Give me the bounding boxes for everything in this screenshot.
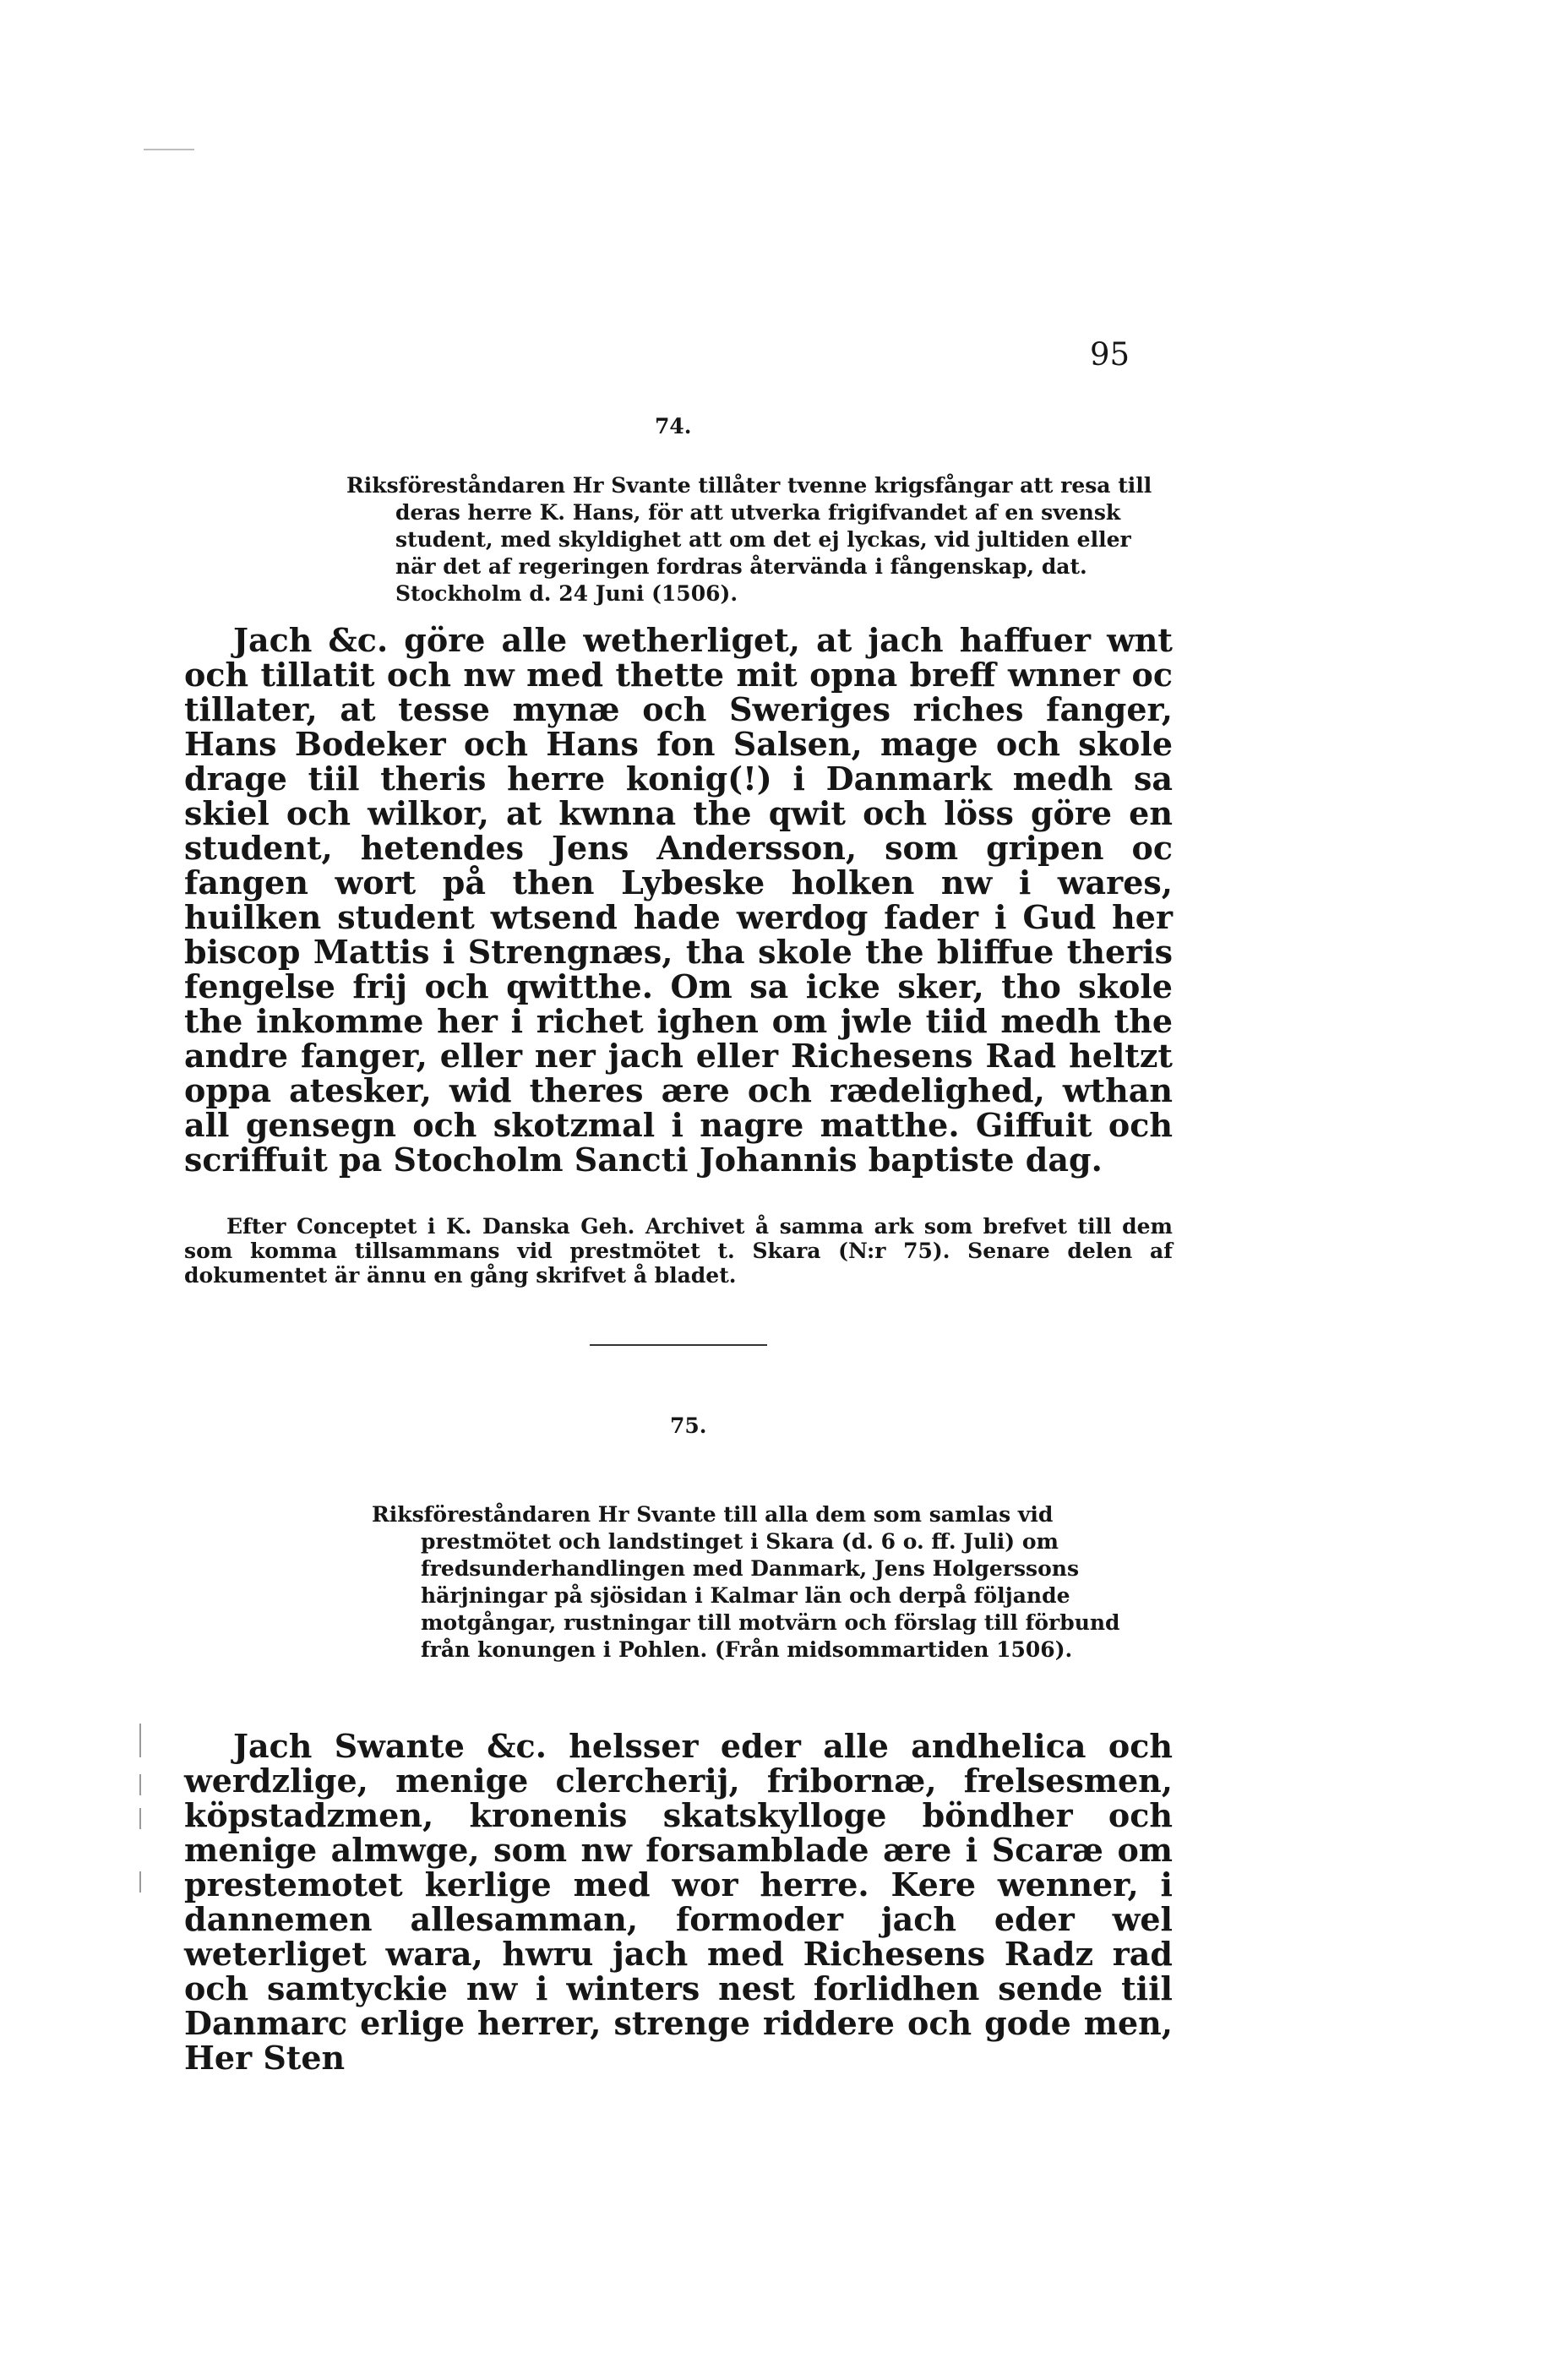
margin-mark [139,1871,141,1893]
scan-artifact-mark [144,149,194,150]
document-body [184,623,1173,1177]
note-text: Efter Conceptet i K. Danska Geh. Archivet å samma ark som brefvet till dem som komma tillsammans vid prestmötet t. Skara (N:r 75). Senare delen af dokumentet är ännu en gång skrifvet å bladet. [184,1214,1173,1288]
document-number: 75. [670,1413,707,1438]
body-paragraph: Jach &c. göre alle wetherliget, at jach haffuer wnt och tillatit och nw med thette mit opna breff wnner oc tillater, at tesse mynæ och Sweriges riches fanger, Hans Bodeker och Hans fon Salsen, mage och skole drage tiil theris herre konig(!) i Danmark medh sa skiel och wilkor, at kwnna the qwit och löss göre en student, hetendes Jens Andersson, som gripen oc fangen wort på then Lybeske holken nw i wares, huilken student wtsend hade werdog fader i Gud her biscop Mattis i Strengnæs, tha skole the bliffue theris fengelse frij och qwitthe. Om sa icke sker, tho skole the inkomme her i richet ighen om jwle tiid medh the andre fanger, eller ner jach eller Richesens Rad heltzt oppa atesker, wid theres ære och rædelighed, wthan all gensegn och skotzmal i nagre matthe. Giffuit och scriffuit pa Stocholm Sancti Johannis baptiste dag. [184,621,1173,1179]
margin-mark [139,1808,141,1829]
margin-mark [139,1774,141,1795]
document-body [184,1729,1173,2075]
body-paragraph: Jach Swante &c. helsser eder alle andhelica och werdzlige, menige clercherij, fribornæ, frelsesmen, köpstadzmen, kronenis skatskylloge böndher och menige almwge, som nw forsamblade ære i Scaræ om prestemotet kerlige med wor herre. Kere wenner, i dannemen allesamman, formoder jach eder wel weterliget wara, hwru jach med Richesens Radz rad och samtyckie nw i winters nest forlidhen sende tiil Danmarc erlige herrer, strenge riddere och gode men, Her Sten [184,1727,1173,2077]
document-number: 74. [655,414,692,438]
section-divider [590,1344,767,1346]
source-note [184,1214,1173,1288]
margin-mark [139,1724,141,1757]
summary-text: Riksföreståndaren Hr Svante tillåter tvenne krigsfångar att resa till deras herre K. Hans, för att utverka frigifvandet af en svensk student, med skyldighet att om det ej lyckas, vid jultiden eller när det af regeringen fordras återvända i fångenskap, dat. Stockholm d. 24 Juni (1506). [346,473,1152,606]
document-summary [372,1501,1173,1664]
page-number: 95 [1090,336,1130,373]
summary-text: Riksföreståndaren Hr Svante till alla dem som samlas vid prestmötet och landstinget i Skara (d. 6 o. ff. Juli) om fredsunderhandlingen med Danmark, Jens Holgerssons härjningar på sjösidan i Kalmar län och derpå följande motgångar, rustningar till motvärn och förslag till förbund från konungen i Pohlen. (Från midsommartiden 1506). [372,1502,1120,1662]
document-summary [346,472,1174,607]
